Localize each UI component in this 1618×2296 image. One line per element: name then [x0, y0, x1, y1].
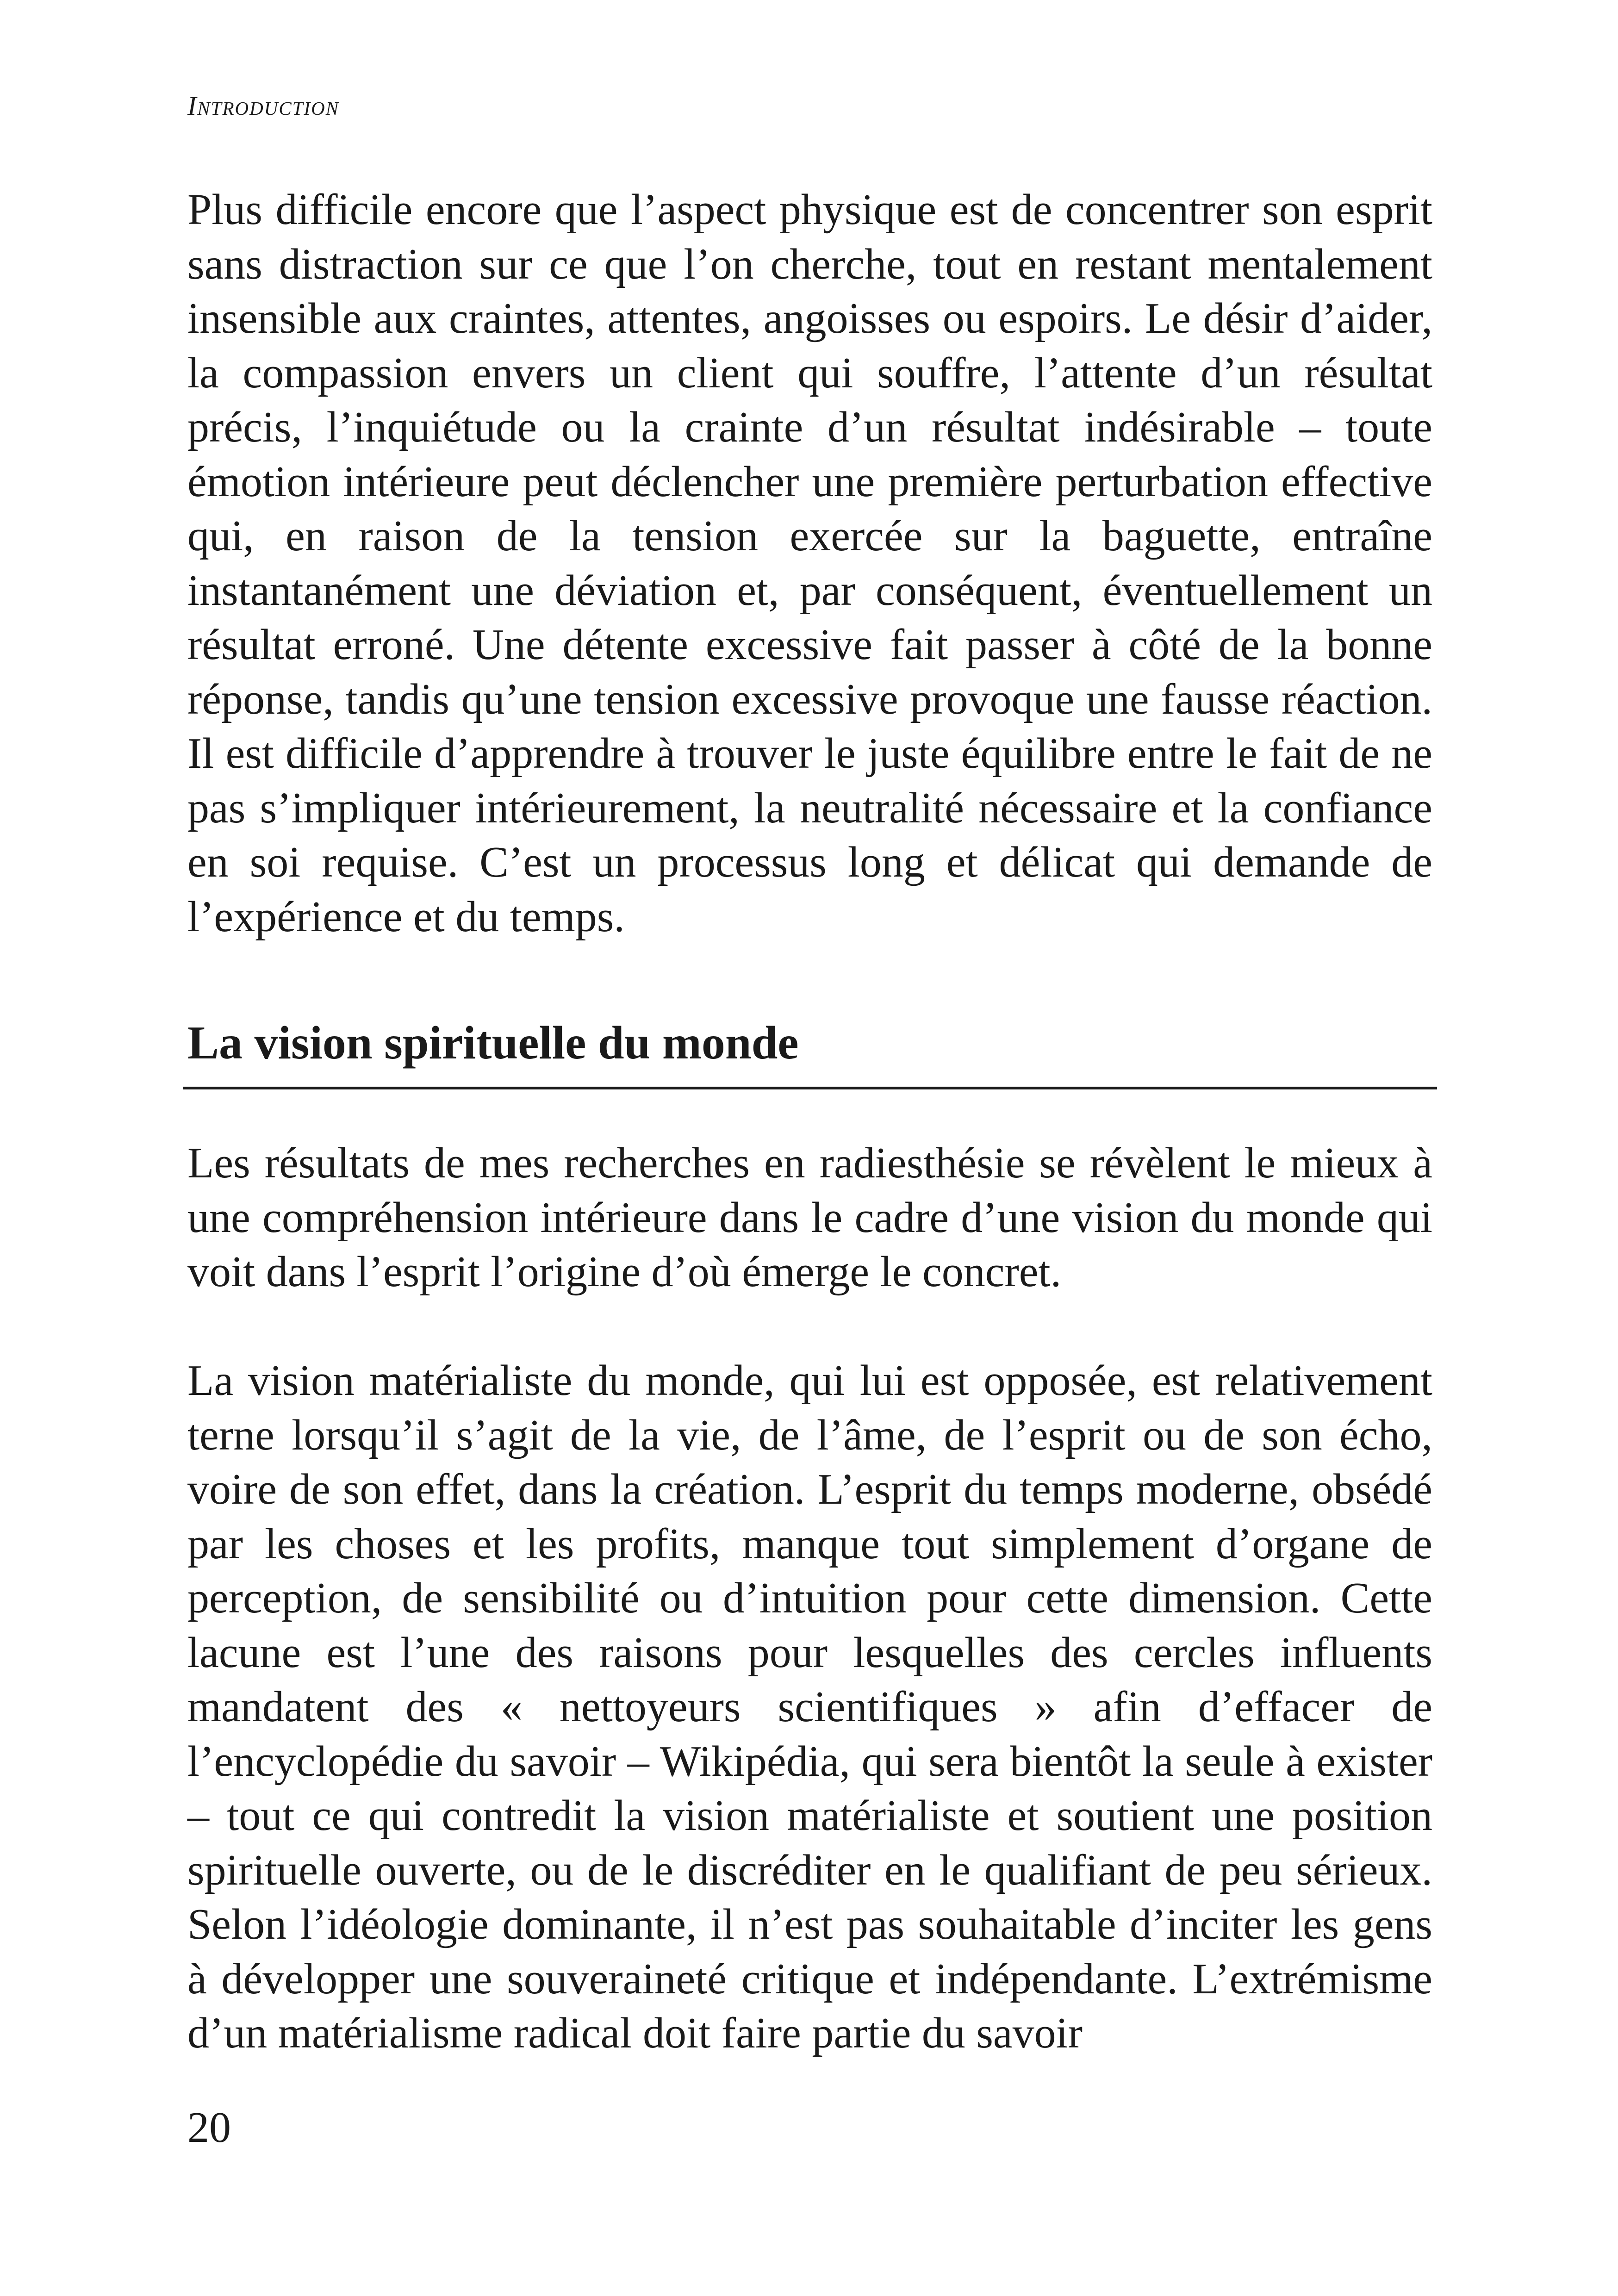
section-rule — [183, 1087, 1437, 1089]
paragraph-materialism: La vision matérialiste du monde, qui lui est opposée, est relativement terne lorsqu’il s’agit de la vie, de l’âme, de l’esprit ou de son écho, voire de son effet, dans la création. L’esprit du temps moderne, obsédé par les choses et les profits, manque tout simplement d’organe de perception, de sensibilité ou d’intuition pour cette dimension. Cette lacune est l’une des raisons pour lesquelles des cercles influents mandatent des « nettoyeurs scientifiques » afin d’effacer de l’encyclopédie du savoir – Wikipédia, qui sera bientôt la seule à exister – tout ce qui contredit la vision matérialiste et soutient une position spirituelle ouverte, ou de le discréditer en le qualifiant de peu sérieux. Selon l’idéologie dominante, il n’est pas souhaitable d’inciter les gens à développer une souveraineté critique et indépendante. L’extrémisme d’un matérialisme radical doit faire partie du savoir — [187, 1356, 1432, 2057]
page-number: 20 — [187, 2103, 231, 2152]
paragraph-concentration: Plus difficile encore que l’aspect physique est de concentrer son esprit sans distraction sur ce que l’on cherche, tout en restant mentalement insensible aux craintes, attentes, angoisses ou espoirs. Le désir d’aider, la compassion envers un client qui souffre, l’attente d’un résultat précis, l’inquiétude ou la crainte d’un résultat indésirable – toute émotion intérieure peut déclencher une première perturbation effective qui, en raison de la tension exercée sur la baguette, entraîne instantanément une déviation et, par conséquent, éventuellement un résultat erroné. Une détente excessive fait passer à côté de la bonne réponse, tandis qu’une tension excessive provoque une fausse réaction. Il est difficile d’apprendre à trouver le juste équilibre entre le fait de ne pas s’impliquer intérieurement, la neutralité nécessaire et la confiance en soi requise. C’est un processus long et délicat qui demande de l’expérience et du temps. — [187, 186, 1432, 941]
running-head: Introduction — [187, 91, 340, 121]
section-heading: La vision spirituelle du monde — [187, 1017, 799, 1069]
paragraph-radiesthesie: Les résultats de mes recherches en radiesthésie se révèlent le mieux à une compréhension intérieure dans le cadre d’une vision du monde qui voit dans l’esprit l’origine d’où émerge le concret. — [187, 1139, 1432, 1296]
